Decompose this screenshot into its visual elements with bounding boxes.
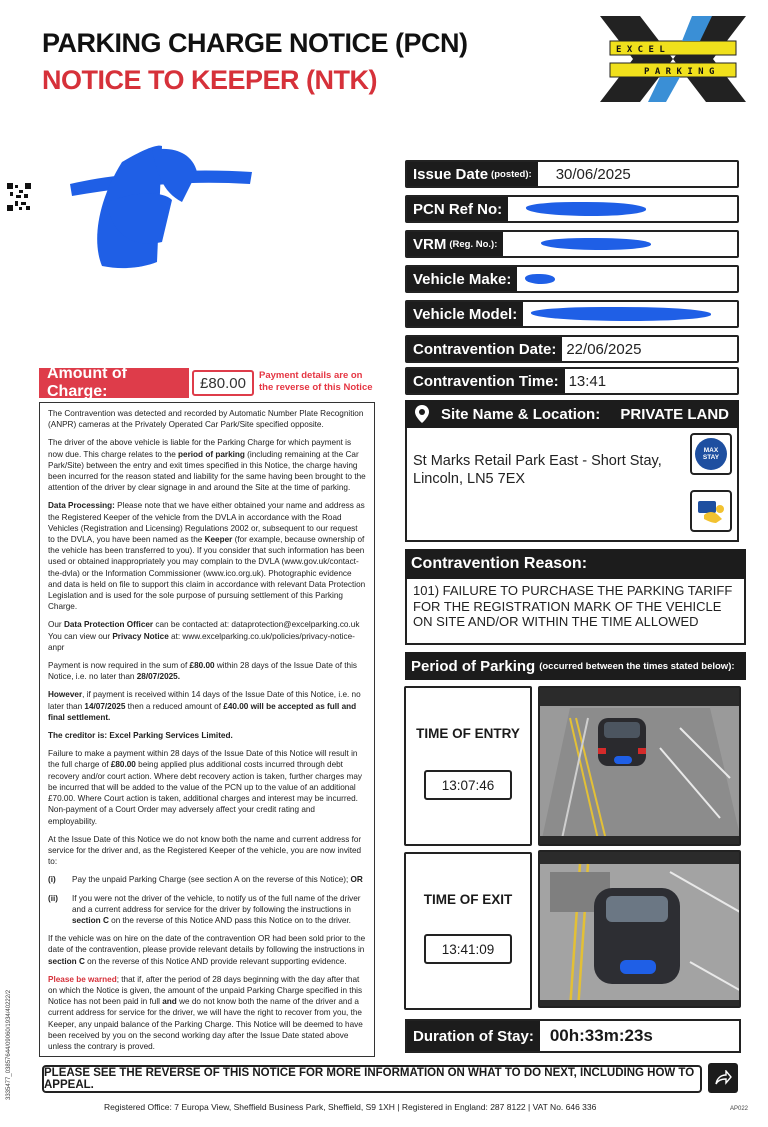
para-reduced: However, if payment is received within 14 days of the Issue Date of this Notice, i.e. no later than 14/07/2025 then a reduced amount of £40.00 will be accepted as full and final settlement. xyxy=(48,690,361,722)
para-failure: Failure to make a payment within 28 days of the Issue Date of this Notice will result in the full charge of £80.00 being applied plus additional costs incurred through debt recovery and/or court action. Where debt recovery action is taken, further charges may be incurred that will be added to the value of the PCN up to the value of an additional £70.00. Where Court action is taken, additional charges and interest may be incurred. Non-payment of a Court Order may adversely affect your credit rating and employability. xyxy=(48,749,362,826)
para-liability: The driver of the above vehicle is liable for the Parking Charge for which payment is now due. This charge relates to the period of parking (including remaining at the Car Park/Site) between the entry and exit times specified in this Notice, the charge having been incurred for the reason stated and liability for the same having been brought to the attention of the driver by clear signage in and around the Site at the time of parking. xyxy=(48,438,366,493)
option-pay: (i) Pay the unpaid Parking Charge (see section A on the reverse of this Notice); OR xyxy=(48,875,363,885)
exit-time-value: 13:41:09 xyxy=(424,934,512,964)
contravention-time-row xyxy=(405,367,739,395)
max-stay-icon: MAX STAY xyxy=(695,438,727,470)
para-creditor: The creditor is: Excel Parking Services Limited. xyxy=(48,731,233,741)
entry-camera-photo xyxy=(538,686,741,846)
notice-body xyxy=(39,402,375,1057)
option-notify-driver: (ii) If you were not the driver of the vehicle, to notify us of the full name of the driver and a current address for service for the driver by following the instructions in section C on the reverse of this Notice AND pass this Notice on to the driver. xyxy=(48,893,361,925)
para-payment: Payment is now required in the sum of £80.00 within 28 days of the Issue Date of this Notice, i.e. no later than 28/07/2025. xyxy=(48,661,358,682)
vehicle-make-label: Vehicle Make: xyxy=(407,267,517,291)
exit-time-label: TIME OF EXIT xyxy=(423,892,513,907)
location-pin-icon xyxy=(415,405,429,423)
contravention-date-value: 22/06/2025 xyxy=(566,340,642,358)
vrm-value xyxy=(503,232,651,256)
vehicle-model-row xyxy=(405,300,739,328)
vehicle-model-value xyxy=(523,302,711,326)
qr-code xyxy=(6,182,32,212)
vrm-label: VRM (Reg. No.): xyxy=(407,232,503,256)
pcn-ref-row xyxy=(405,195,739,223)
reason-header: Contravention Reason: xyxy=(405,549,746,579)
contravention-time-value: 13:41 xyxy=(568,372,607,390)
issue-date-label: Issue Date (posted): xyxy=(407,162,538,186)
reason-text: 101) FAILURE TO PURCHASE THE PARKING TARIFF FOR THE REGISTRATION MARK OF THE VEHICLE ON SITE AND/OR WITHIN THE TIME ALLOWED xyxy=(405,579,746,645)
period-header: Period of Parking (occurred between the times stated below): xyxy=(405,652,746,680)
para-contravention: The Contravention was detected and recorded by Automatic Number Plate Recognition (ANPR) cameras at the Privately Operated Car Park/Site specified opposite. xyxy=(48,409,364,430)
footer-code: AP022 xyxy=(730,1106,749,1112)
footer-registered-office: Registered Office: 7 Europa View, Sheffield Business Park, Sheffield, S9 1XH | Registered in England: 287 8122 | VAT No. 646 336 xyxy=(104,1102,597,1112)
site-type: PRIVATE LAND xyxy=(620,405,729,423)
entry-time-value: 13:07:46 xyxy=(424,770,512,800)
max-stay-badge xyxy=(690,433,732,475)
vehicle-make-value xyxy=(517,267,555,291)
site-header xyxy=(405,400,739,428)
vehicle-make-row xyxy=(405,265,739,293)
vehicle-model-label: Vehicle Model: xyxy=(407,302,523,326)
page-title: PARKING CHARGE NOTICE (PCN) xyxy=(42,28,468,58)
para-dpo: Our Data Protection Officer can be contacted at: dataprotection@excelparking.co.uk You can view our Privacy Notice at: www.excelparking.co.uk/policies/privacy-notice-anpr xyxy=(48,620,360,652)
entry-time-box xyxy=(404,686,532,846)
logo-text-excel: E X C E L xyxy=(616,45,665,55)
pcn-ref-label: PCN Ref No: xyxy=(407,197,508,221)
duration-row xyxy=(405,1019,741,1053)
exit-time-box xyxy=(404,852,532,1010)
amount-label: Amount of Charge: xyxy=(39,368,189,398)
appeal-notice: PLEASE SEE THE REVERSE OF THIS NOTICE FOR MORE INFORMATION ON WHAT TO DO NEXT, INCLUDING HOW TO APPEAL. xyxy=(42,1065,702,1093)
site-label: Site Name & Location: xyxy=(441,405,601,423)
para-hire: If the vehicle was on hire on the date of the contravention OR had been sold prior to the date of the contravention, please provide relevant details by following the instructions in section C on the reverse of this Notice AND provide relevant supporting evidence. xyxy=(48,934,366,966)
pcn-ref-value xyxy=(508,197,646,221)
contravention-date-row xyxy=(405,335,739,363)
excel-parking-logo xyxy=(600,16,746,102)
amount-note-line2: the reverse of this Notice xyxy=(259,382,373,393)
logo-text-parking: P A R K I N G xyxy=(644,67,715,77)
site-address xyxy=(413,452,683,488)
site-address-line2: Lincoln, LN5 7EX xyxy=(413,471,526,487)
share-icon xyxy=(708,1063,738,1093)
contravention-time-label: Contravention Time: xyxy=(407,369,565,393)
contravention-date-label: Contravention Date: xyxy=(407,337,562,361)
redacted-address xyxy=(62,142,262,272)
issue-date-value: 30/06/2025 xyxy=(555,165,631,183)
para-warning: Please be warned; that if, after the period of 28 days beginning with the day after that on which the Notice is given, the amount of the unpaid Parking Charge specified in this Notice has not been paid in full and we do not know both the name of the driver and a current address for service for the driver, we will have the right to recover from you, the Keeper, any unpaid balance of the Parking Charge. This Notice will be deemed to have been received by you on the second working day after the Issue Date stated above unless the contrary is proved. xyxy=(48,974,363,1051)
site-address-line1: St Marks Retail Park East - Short Stay, xyxy=(413,453,662,469)
vrm-row xyxy=(405,230,739,258)
exit-camera-photo xyxy=(538,850,741,1008)
amount-note-line1: Payment details are on xyxy=(259,370,363,381)
para-invitation: At the Issue Date of this Notice we do not know both the name and current address for service for the driver and, as the Registered Keeper of the vehicle, you are now invited to: xyxy=(48,834,362,867)
page-subtitle: NOTICE TO KEEPER (NTK) xyxy=(42,65,378,95)
duration-label: Duration of Stay: xyxy=(407,1021,540,1051)
para-data-processing: Data Processing: Please note that we have either obtained your name and address as the Registered Keeper of the vehicle from the DVLA in accordance with the Road Vehicles (Registration and Licensing) Regulations 2002 or, subsequent to our request to the DVLA, you have been named as the Keeper (for example, because ownership of the vehicle has been transferred to you). If you consider that such information has been used or obtained inappropriately you may complain to the DVLA (www.gov.uk/contact-the-dvla) or the Information Commissioner (www.ico.org.uk). Photographic evidence and data is held on file to support this claim in accordance with relevant Data Protection Legislation and is used for the sole purpose of pursuing settlement of this Parking Charge. xyxy=(48,501,366,612)
duration-value: 00h:33m:23s xyxy=(549,1026,653,1045)
issue-date-row xyxy=(405,160,739,188)
side-reference-code: 3335477_03857644/09060/1934/40222/2 xyxy=(6,989,12,1100)
amount-note xyxy=(259,370,373,394)
hand-payment-icon xyxy=(696,497,726,525)
pay-icon-badge xyxy=(690,490,732,532)
amount-value: £80.00 xyxy=(192,370,254,396)
entry-time-label: TIME OF ENTRY xyxy=(416,726,520,741)
